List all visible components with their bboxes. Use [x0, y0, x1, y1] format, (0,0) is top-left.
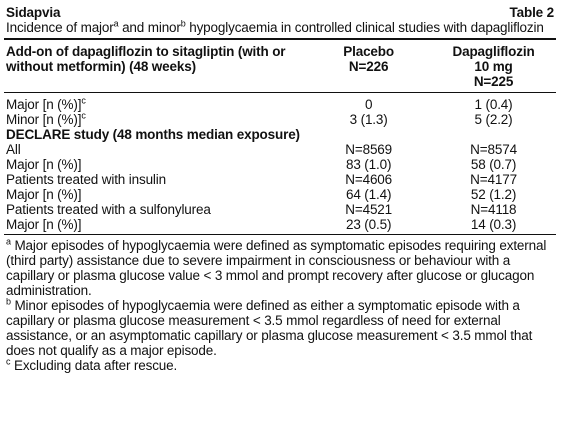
column-header-dapagliflozin — [431, 39, 556, 93]
dapagliflozin-value: 1 (0.4) — [474, 97, 513, 112]
dapagliflozin-value: 58 (0.7) — [470, 157, 517, 172]
table-section-row — [4, 127, 556, 142]
subtitle-superscript-a: a — [113, 18, 119, 29]
hypoglycaemia-table — [4, 38, 556, 235]
footnotes — [4, 235, 556, 373]
footnote-marker: b — [6, 296, 11, 307]
drug-name: Sidapvia — [6, 5, 61, 20]
table-row — [4, 202, 556, 217]
table-row — [4, 142, 556, 157]
dapagliflozin-value: 52 (1.2) — [470, 187, 517, 202]
row-label-text: Major [n (%)] — [6, 97, 82, 112]
column-header-placebo — [306, 39, 431, 93]
subtitle-superscript-b: b — [180, 18, 186, 29]
dapagliflozin-value: N=4118 — [470, 202, 517, 217]
row-superscript: c — [81, 110, 86, 121]
footnote-c — [6, 358, 554, 373]
placebo-value: 3 (1.3) — [349, 112, 388, 127]
subtitle-text-1: Incidence of major — [6, 20, 114, 35]
document-page — [4, 0, 556, 373]
placebo-value: 0 — [364, 97, 373, 112]
dapagliflozin-header-line2: 10 mg — [474, 59, 513, 74]
dapagliflozin-header-line1: Dapagliflozin — [452, 44, 535, 59]
dapagliflozin-value: N=4177 — [470, 172, 517, 187]
placebo-value: 83 (1.0) — [345, 157, 392, 172]
row-label-text: Minor [n (%)] — [6, 112, 82, 127]
table-row — [4, 157, 556, 172]
table-label: Table 2 — [509, 5, 554, 20]
footnote-text: Minor episodes of hypoglycaemia were defined as either a symptomatic episode with a capillary or plasma glucose measurement < 3.5 mmol regardless of need for external assistance, or an asymptomatic capillary or plasma glucose measurement < 3.5 mmol that does not qualify as a major episode. — [6, 298, 533, 358]
footnote-text: Major episodes of hypoglycaemia were defined as symptomatic episodes requiring external (third party) assistance due to severe impairment in consciousness or behaviour with a capillary or plasma glucose value < 3 mmol and prompt recovery after glucose or glucagon administration. — [6, 238, 547, 298]
dapagliflozin-value: 14 (0.3) — [470, 217, 517, 232]
subtitle-text-2: and minor — [118, 20, 181, 35]
row-label: All — [6, 142, 21, 157]
dapagliflozin-header-line3: N=225 — [473, 74, 514, 89]
table-row — [4, 93, 556, 113]
placebo-header-line1: Placebo — [343, 44, 394, 59]
section-heading: DECLARE study (48 months median exposure) — [6, 127, 300, 142]
placebo-header-line2: N=226 — [348, 59, 389, 74]
footnote-text: Excluding data after rescue. — [10, 358, 178, 373]
placebo-value: 64 (1.4) — [345, 187, 392, 202]
row-label: Patients treated with a sulfonylurea — [6, 202, 211, 217]
row-label: Major [n (%)] — [6, 187, 82, 202]
table-header — [4, 2, 556, 20]
placebo-value: 23 (0.5) — [345, 217, 392, 232]
dapagliflozin-value: 5 (2.2) — [474, 112, 513, 127]
subtitle-text-3: hypoglycaemia in controlled clinical studies with dapagliflozin — [185, 20, 544, 35]
placebo-value: N=4606 — [345, 172, 393, 187]
column-header-study: Add-on of dapagliflozin to sitagliptin (with or without metformin) (48 weeks) — [4, 39, 306, 93]
table-row — [4, 112, 556, 127]
footnote-b — [6, 298, 554, 358]
row-label — [4, 112, 306, 127]
placebo-value: N=8569 — [345, 142, 393, 157]
row-label: Patients treated with insulin — [6, 172, 166, 187]
row-label — [4, 93, 306, 113]
row-superscript: c — [81, 95, 86, 106]
footnote-marker: c — [6, 356, 11, 367]
footnote-a — [6, 238, 554, 298]
row-label: Major [n (%)] — [6, 217, 82, 232]
table-subtitle — [4, 20, 556, 38]
footnote-marker: a — [6, 236, 11, 247]
table-row — [4, 187, 556, 202]
row-label: Major [n (%)] — [6, 157, 82, 172]
dapagliflozin-value: N=8574 — [470, 142, 517, 157]
table-column-headers — [4, 39, 556, 93]
table-row — [4, 217, 556, 235]
placebo-value: N=4521 — [345, 202, 393, 217]
table-row — [4, 172, 556, 187]
